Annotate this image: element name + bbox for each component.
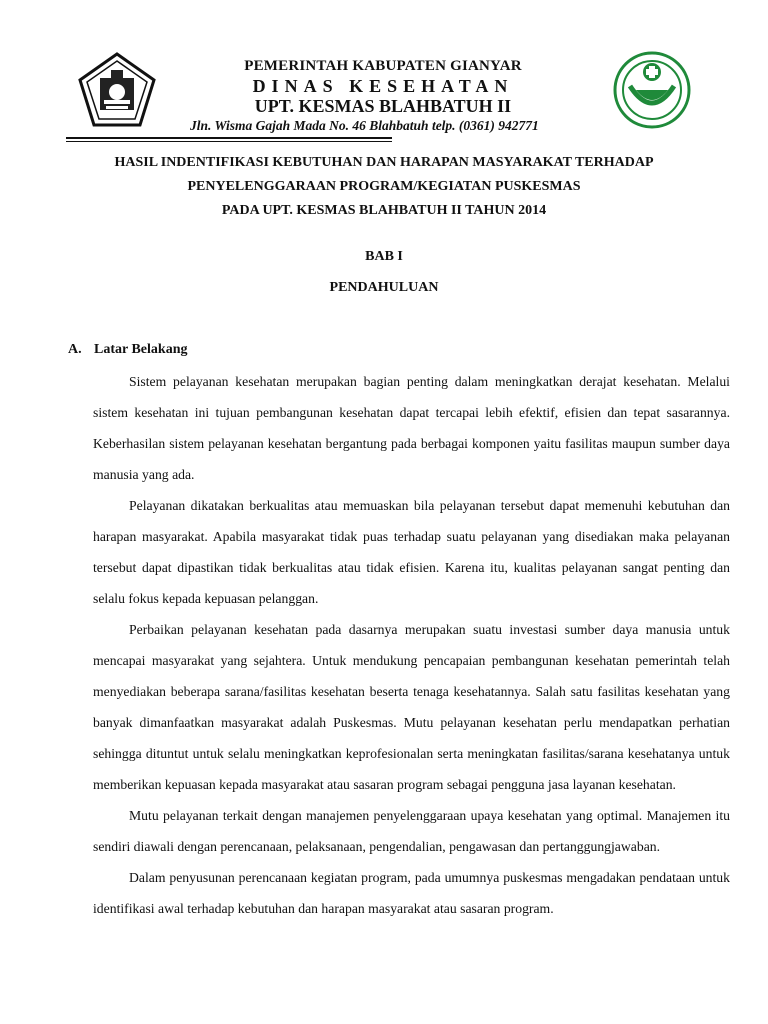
gianyar-regency-emblem bbox=[78, 52, 156, 128]
letterhead-rule bbox=[66, 137, 392, 139]
agency-name: DINAS KESEHATAN bbox=[252, 76, 514, 96]
office-address: Jln. Wisma Gajah Mada No. 46 Blahbatuh telp. (0361) 942771 bbox=[190, 118, 539, 133]
section-heading bbox=[68, 342, 187, 358]
section-number: A. bbox=[68, 342, 82, 357]
paragraph: Dalam penyusunan perencanaan kegiatan program, pada umumnya puskesmas mengadakan pendataan untuk identifikasi awal terhadap kebutuhan dan harapan masyarakat atau sasaran program. bbox=[93, 870, 730, 916]
document-title-line-1: HASIL INDENTIFIKASI KEBUTUHAN DAN HARAPAN MASYARAKAT TERHADAP bbox=[114, 155, 654, 170]
bakti-husada-logo bbox=[612, 50, 692, 130]
paragraph: Sistem pelayanan kesehatan merupakan bagian penting dalam meningkatkan derajat kesehatan. Melalui sistem kesehatan ini tujuan pembangunan kesehatan dapat tercapai lebih efektif, efisien dan tepat sasarannya. Keberhasilan sistem pelayanan kesehatan bergantung pada berbagai komponen yaitu fasilitas maupun sumber daya manusia yang ada. bbox=[93, 374, 730, 482]
paragraph: Perbaikan pelayanan kesehatan pada dasarnya merupakan suatu investasi sumber daya manusia untuk mencapai masyarakat yang sejahtera. Untuk mendukung pencapaian pembangunan kesehatan pemerintah telah menyediakan beberapa sarana/fasilitas kesehatan beserta tenaga kesehatannya. Salah satu fasilitas kesehatan yang banyak dimanfaatkan masyarakat adalah Puskesmas. Mutu pelayanan kesehatan perlu mendapatkan perhatian sehingga dituntut untuk selalu meningkatkan keprofesionalan serta meningkatan fasilitas/sarana kesehatanya untuk memberikan kepuasan kepada masyarakat atau sasaran program sebagai pengguna jasa layanan kesehatan. bbox=[93, 622, 730, 792]
letterhead-rule-thin bbox=[66, 141, 392, 142]
document-title-line-3: PADA UPT. KESMAS BLAHBATUH II TAHUN 2014 bbox=[221, 203, 547, 218]
government-name: PEMERINTAH KABUPATEN GIANYAR bbox=[244, 58, 522, 74]
document-title-line-2: PENYELENGGARAAN PROGRAM/KEGIATAN PUSKESMAS bbox=[187, 179, 581, 194]
unit-name: UPT. KESMAS BLAHBATUH II bbox=[254, 96, 512, 116]
chapter-number: BAB I bbox=[365, 249, 403, 264]
paragraph: Pelayanan dikatakan berkualitas atau memuaskan bila pelayanan tersebut dapat memenuhi kebutuhan dan harapan masyarakat. Apabila masyarakat tidak puas terhadap suatu pelayanan yang disediakan maka pelayanan tersebut dapat dipastikan tidak berkualitas atau tidak efisien. Karena itu, kualitas pelayanan sangat penting dan selalu fokus kepada kepuasan pelanggan. bbox=[93, 498, 730, 606]
paragraph: Mutu pelayanan terkait dengan manajemen penyelenggaraan upaya kesehatan yang optimal. Manajemen itu sendiri diawali dengan perencanaan, pelaksanaan, pengendalian, pengawasan dan pertanggungjawaban. bbox=[93, 808, 730, 854]
body-text bbox=[93, 366, 730, 924]
section-title: Latar Belakang bbox=[94, 342, 188, 357]
chapter-title: PENDAHULUAN bbox=[329, 280, 439, 295]
